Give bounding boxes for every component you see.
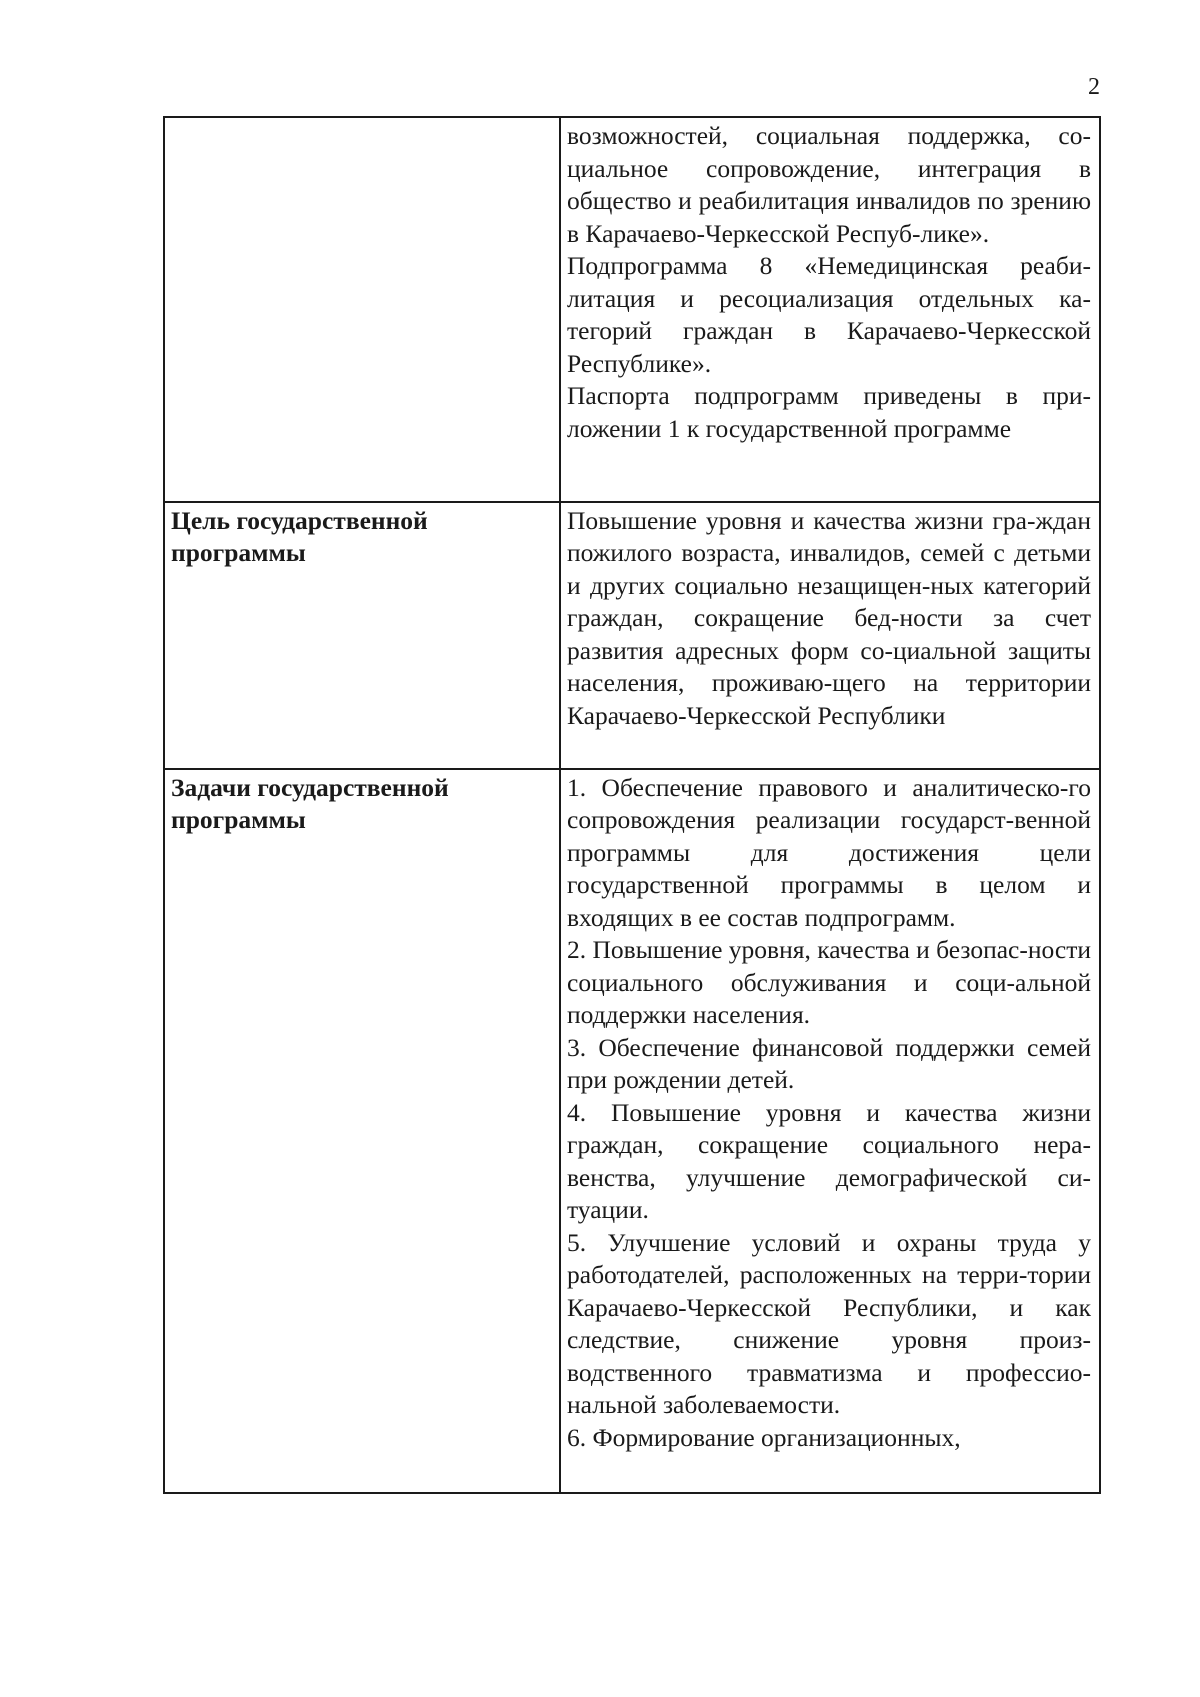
subprogram-7-continuation: возможностей, социальная поддержка, со-циальное сопровождение, интеграция в общество и реабилитация инвалидов по зрению в Карачаево-Черкесской Респуб-лике».: [567, 121, 1091, 248]
program-passport-table: [163, 116, 1101, 1494]
task-2: 2. Повышение уровня, качества и безопас-ности социального обслуживания и соци-альной поддержки населения.: [567, 935, 1092, 1030]
page-number: 2: [1088, 74, 1100, 100]
table-row: [164, 117, 1100, 502]
row-label-tasks: Задачи государственной программы: [164, 769, 560, 1493]
subprogram-passports-note: Паспорта подпрограмм приведены в при-ложении 1 к государственной программе: [567, 381, 1091, 443]
row-label: [164, 117, 560, 502]
row-label-goal: Цель государственной программы: [164, 502, 560, 769]
table-row: [164, 769, 1100, 1493]
row-value: [560, 117, 1100, 502]
row-value-tasks: [560, 769, 1100, 1493]
task-1: 1. Обеспечение правового и аналитическо-го сопровождения реализации государст-венной программы для достижения цели государственной программы в целом и входящих в ее состав подпрограмм.: [567, 772, 1091, 932]
task-4: 4. Повышение уровня и качества жизни граждан, сокращение социального нера-венства, улучшение демографической си-туации.: [567, 1097, 1091, 1225]
program-goal-text: Повышение уровня и качества жизни гра-ждан пожилого возраста, инвалидов, семей с детьми и других социально незащищен-ных категорий граждан, сокращение бед-ности за счет развития адресных форм со-циальной защиты населения, проживаю-щего на территории Карачаево-Черкесской Республики: [567, 505, 1091, 730]
table-row: [164, 502, 1100, 769]
task-5: 5. Улучшение условий и охраны труда у работодателей, расположенных на терри-тории Карачаево-Черкесской Республики, и как следствие, снижение уровня произ-водственного травматизма и профессио-нальной заболеваемости.: [567, 1227, 1091, 1420]
subprogram-8: Подпрограмма 8 «Немедицинская реаби-литация и ресоциализация отдельных ка-тегорий граждан в Карачаево-Черкесской Республике».: [567, 251, 1091, 378]
task-6: 6. Формирование организационных,: [567, 1422, 961, 1452]
task-3: 3. Обеспечение финансовой поддержки семей при рождении детей.: [567, 1032, 1091, 1095]
row-value-goal: [560, 502, 1100, 769]
